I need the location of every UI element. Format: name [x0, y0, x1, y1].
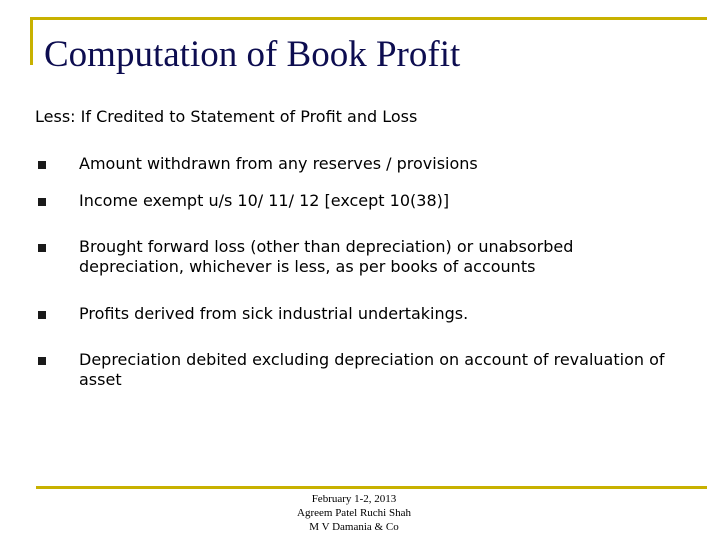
square-bullet-icon: [38, 244, 46, 252]
square-bullet-icon: [38, 161, 46, 169]
title-accent-top-line: [30, 17, 707, 20]
square-bullet-icon: [38, 311, 46, 319]
section-subheading: Less: If Credited to Statement of Profit and Loss: [35, 107, 418, 126]
footer-divider: [36, 486, 707, 489]
slide-footer: [254, 492, 454, 534]
bullet-text: Depreciation debited excluding depreciation on account of revaluation of asset: [79, 350, 665, 389]
bullet-text: Amount withdrawn from any reserves / provisions: [79, 154, 478, 173]
bullet-item-depreciation-revaluation: [38, 350, 678, 390]
slide-title: Computation of Book Profit: [44, 34, 461, 75]
bullet-item-reserves-withdrawn: [38, 154, 678, 174]
bullet-item-exempt-income: [38, 191, 678, 211]
square-bullet-icon: [38, 198, 46, 206]
bullet-text: Profits derived from sick industrial undertakings.: [79, 304, 469, 323]
bullet-item-sick-undertakings: [38, 304, 678, 324]
footer-authors: Agreem Patel Ruchi Shah: [297, 507, 411, 519]
title-accent-left-line: [30, 17, 33, 65]
bullet-list: [38, 154, 678, 407]
bullet-text: Income exempt u/s 10/ 11/ 12 [except 10(38)]: [79, 191, 450, 210]
footer-date: February 1-2, 2013: [311, 493, 397, 505]
bullet-text: Brought forward loss (other than depreciation) or unabsorbed depreciation, whichever is less, as per books of accounts: [79, 237, 574, 276]
footer-firm: M V Damania & Co: [309, 521, 399, 533]
bullet-item-brought-forward-loss: [38, 237, 678, 277]
square-bullet-icon: [38, 357, 46, 365]
